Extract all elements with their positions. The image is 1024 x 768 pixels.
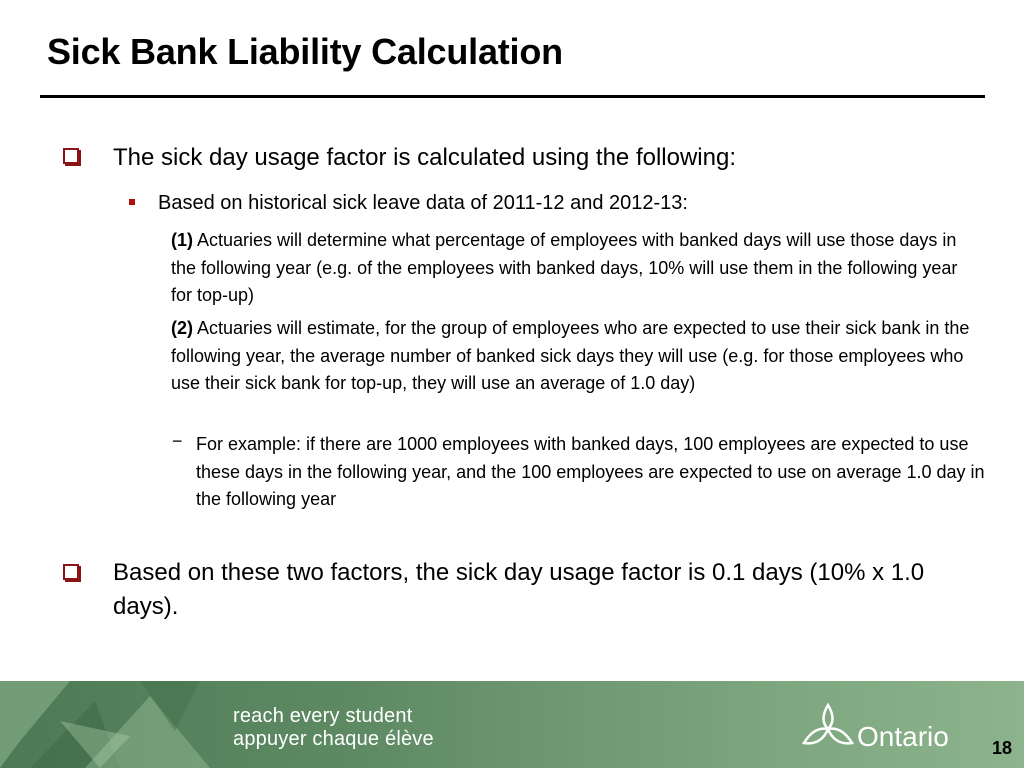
title-divider xyxy=(40,95,985,98)
sub-bullet-text: Based on historical sick leave data of 2011-12 and 2012-13: xyxy=(158,192,688,214)
item-2-body: Actuaries will estimate, for the group of employees who are expected to use their sick bank in the following year, the average number of banked sick days they will use (e.g. for those employees who use their sick bank for top-up, they will use an average of 1.0 day) xyxy=(171,318,970,393)
item-1-body: Actuaries will determine what percentage of employees with banked days will use those days in the following year (e.g. of the employees with banked days, 10% will use them in the following year for top-up) xyxy=(171,230,958,305)
ontario-wordmark: Ontario xyxy=(857,721,949,752)
page-number: 18 xyxy=(992,738,1013,758)
bullet-text-1: The sick day usage factor is calculated using the following: xyxy=(113,144,737,171)
slide-title: Sick Bank Liability Calculation xyxy=(47,31,563,72)
tagline-english: reach every student xyxy=(233,705,413,727)
item-2-text xyxy=(171,315,981,398)
checkbox-bullet-icon xyxy=(63,148,79,164)
trillium-logo-icon xyxy=(800,701,856,749)
bullet-text-2: Based on these two factors, the sick day usage factor is 0.1 days (10% x 1.0 days). xyxy=(113,559,925,620)
item-1-text xyxy=(171,227,981,310)
example-text: For example: if there are 1000 employees with banked days, 100 employees are expected to use these days in the following year, and the 100 employees are expected to use on average 1.0 day in the following year xyxy=(196,434,985,509)
leaf-pattern-icon xyxy=(0,681,230,768)
tagline-french: appuyer chaque élève xyxy=(233,728,434,750)
item-1-label: (1) xyxy=(171,230,193,250)
dash-bullet-icon: − xyxy=(172,431,183,451)
footer-banner xyxy=(0,681,1024,768)
square-bullet-icon xyxy=(129,199,135,205)
checkbox-bullet-icon xyxy=(63,564,79,580)
item-2-label: (2) xyxy=(171,318,193,338)
